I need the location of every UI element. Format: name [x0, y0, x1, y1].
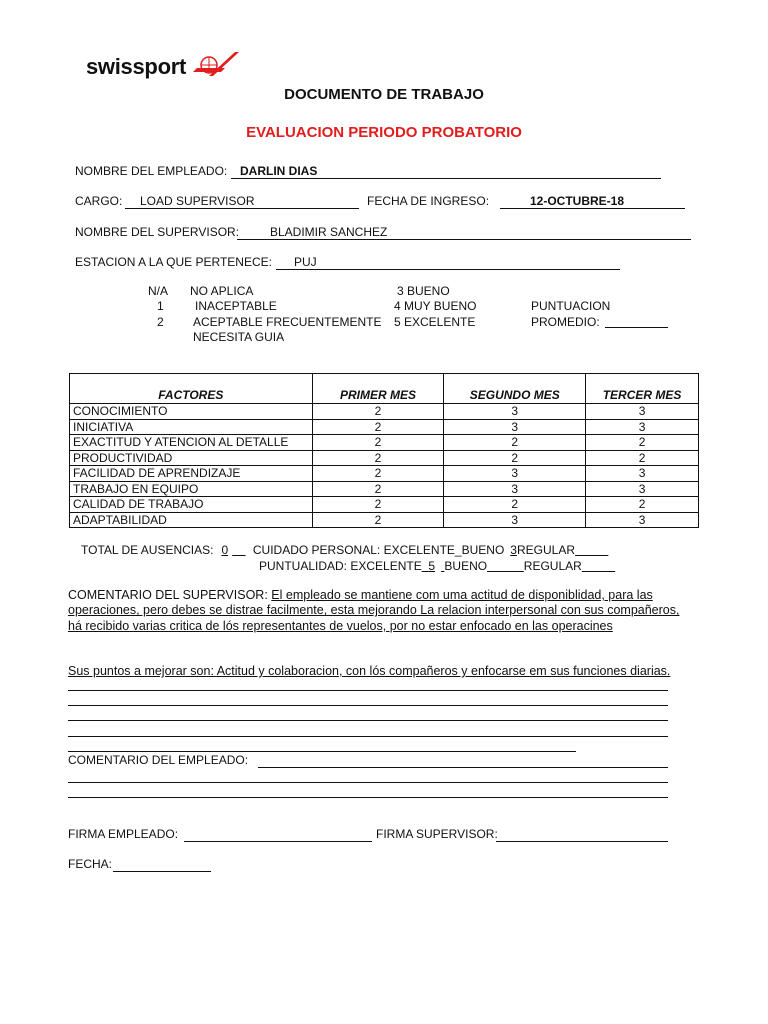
- header-factores: FACTORES: [70, 374, 313, 404]
- puntuacion-label: PUNTUACION: [531, 299, 611, 313]
- score-month-1[interactable]: 2: [312, 419, 444, 435]
- blank-line: [68, 690, 668, 691]
- puntualidad-line: [259, 559, 615, 573]
- score-month-3[interactable]: 2: [586, 497, 699, 513]
- factor-name: INICIATIVA: [70, 419, 313, 435]
- logo-text: swissport: [86, 53, 186, 79]
- score-month-3[interactable]: 3: [586, 466, 699, 482]
- promedio-label: PROMEDIO:: [531, 315, 600, 329]
- score-month-2[interactable]: 3: [444, 481, 586, 497]
- employee-comment-line[interactable]: [258, 767, 668, 768]
- score-month-1[interactable]: 2: [312, 435, 444, 451]
- score-month-1[interactable]: 2: [312, 497, 444, 513]
- fecha-line[interactable]: [113, 871, 211, 872]
- score-month-3[interactable]: 3: [586, 512, 699, 528]
- score-month-1[interactable]: 2: [312, 481, 444, 497]
- improvement-text[interactable]: Sus puntos a mejorar son: Actitud y colaboracion, con lós compañeros y enfocarse em sus funciones diarias.: [68, 664, 671, 678]
- bueno-label: BUENO: [444, 559, 488, 573]
- blank-line: [68, 705, 668, 706]
- score-month-2[interactable]: 2: [444, 435, 586, 451]
- regular-label-1: REGULAR: [516, 543, 575, 557]
- ingreso-underline: [500, 208, 685, 209]
- supervisor-comment-text[interactable]: El empleado se mantiene com uma actitud de disponiblidad, para las operaciones, pero debes se distrae facilmente, esta mejorando La relacion interpersonal con sus compañeros, há recibido varias critica de lós representantes de vuelos, por no estar enfocado en las operacines: [68, 588, 680, 633]
- factor-name: CONOCIMIENTO: [70, 404, 313, 420]
- legend-2-text: ACEPTABLE FRECUENTEMENTE: [193, 315, 382, 329]
- header-tercer-mes: TERCER MES: [586, 374, 699, 404]
- promedio-underline: [605, 327, 668, 328]
- puntualidad-label: PUNTUALIDAD: EXCELENTE: [259, 559, 422, 573]
- station-underline: [276, 269, 620, 270]
- score-month-2[interactable]: 2: [444, 450, 586, 466]
- swissport-logo: [86, 50, 239, 78]
- supervisor-comment-label: COMENTARIO DEL SUPERVISOR:: [68, 588, 268, 602]
- employee-comment-label: COMENTARIO DEL EMPLEADO:: [68, 753, 249, 767]
- employee-value[interactable]: DARLIN DIAS: [240, 164, 318, 178]
- factor-name: CALIDAD DE TRABAJO: [70, 497, 313, 513]
- legend-2-text2: NECESITA GUIA: [193, 330, 285, 344]
- ausencias-line: TOTAL DE AUSENCIAS: 0 CUIDADO PERSONAL: EXCELENTE_BUENO 3REGULAR: [81, 543, 575, 557]
- regular-label-2: REGULAR: [523, 559, 582, 573]
- firma-empleado-line[interactable]: [184, 841, 372, 842]
- cargo-value[interactable]: LOAD SUPERVISOR: [140, 194, 255, 208]
- cargo-underline: [125, 208, 359, 209]
- fecha-label: FECHA:: [68, 857, 113, 871]
- puntualidad-value[interactable]: 5: [428, 559, 436, 573]
- supervisor-underline: [237, 239, 691, 240]
- ingreso-value[interactable]: 12-OCTUBRE-18: [530, 194, 625, 208]
- firma-empleado-label: FIRMA EMPLEADO:: [68, 827, 179, 841]
- score-month-1[interactable]: 2: [312, 404, 444, 420]
- blank-line: [68, 720, 668, 721]
- swissport-mark-icon: [187, 50, 239, 83]
- legend-1-text: INACEPTABLE: [195, 299, 277, 313]
- ausencias-label: TOTAL DE AUSENCIAS: [81, 543, 211, 557]
- score-month-2[interactable]: 3: [444, 512, 586, 528]
- factors-table: [69, 373, 699, 528]
- score-month-1[interactable]: 2: [312, 466, 444, 482]
- cuidado-value[interactable]: 3: [510, 543, 517, 557]
- score-month-3[interactable]: 3: [586, 481, 699, 497]
- factor-name: PRODUCTIVIDAD: [70, 450, 313, 466]
- legend-1-code: 1: [157, 299, 164, 313]
- legend-5: 5 EXCELENTE: [394, 315, 476, 329]
- score-month-3[interactable]: 3: [586, 419, 699, 435]
- score-month-3[interactable]: 2: [586, 435, 699, 451]
- factor-name: TRABAJO EN EQUIPO: [70, 481, 313, 497]
- blank-line: [68, 736, 668, 737]
- ingreso-label: FECHA DE INGRESO:: [367, 194, 490, 208]
- header-primer-mes: PRIMER MES: [312, 374, 444, 404]
- factor-name: FACILIDAD DE APRENDIZAJE: [70, 466, 313, 482]
- score-month-2[interactable]: 3: [444, 419, 586, 435]
- evaluation-title: EVALUACION PERIODO PROBATORIO: [246, 124, 522, 141]
- supervisor-label: NOMBRE DEL SUPERVISOR:: [75, 225, 240, 239]
- score-month-3[interactable]: 3: [586, 404, 699, 420]
- score-month-2[interactable]: 3: [444, 466, 586, 482]
- legend-na-code: N/A: [148, 284, 169, 298]
- station-label: ESTACION A LA QUE PERTENECE:: [75, 255, 272, 269]
- station-value[interactable]: PUJ: [294, 255, 317, 269]
- table-row: [70, 450, 699, 466]
- blank-line: [68, 751, 576, 752]
- legend-2-code: 2: [157, 315, 164, 329]
- table-row: [70, 512, 699, 528]
- firma-supervisor-line[interactable]: [496, 841, 668, 842]
- blank-line: [68, 782, 668, 783]
- table-row: [70, 419, 699, 435]
- factor-name: ADAPTABILIDAD: [70, 512, 313, 528]
- ausencias-value[interactable]: 0: [221, 543, 229, 557]
- employee-underline: [231, 178, 661, 179]
- table-row: [70, 466, 699, 482]
- legend-3: 3 BUENO: [397, 284, 450, 298]
- blank-line: [68, 797, 668, 798]
- legend-na-text: NO APLICA: [190, 284, 254, 298]
- score-month-2[interactable]: 3: [444, 404, 586, 420]
- cargo-label: CARGO:: [75, 194, 123, 208]
- cuidado-label: CUIDADO PERSONAL: EXCELENTE_BUENO: [252, 543, 505, 557]
- header-segundo-mes: SEGUNDO MES: [444, 374, 586, 404]
- table-header-row: [70, 374, 699, 404]
- score-month-1[interactable]: 2: [312, 450, 444, 466]
- supervisor-comment: [68, 588, 690, 634]
- table-row: [70, 404, 699, 420]
- score-month-1[interactable]: 2: [312, 512, 444, 528]
- score-month-2[interactable]: 2: [444, 497, 586, 513]
- firma-supervisor-label: FIRMA SUPERVISOR:: [376, 827, 498, 841]
- table-row: [70, 481, 699, 497]
- factor-name: EXACTITUD Y ATENCION AL DETALLE: [70, 435, 313, 451]
- employee-label: NOMBRE DEL EMPLEADO:: [75, 164, 228, 178]
- document-title: DOCUMENTO DE TRABAJO: [284, 86, 484, 103]
- table-row: [70, 497, 699, 513]
- legend-4: 4 MUY BUENO: [394, 299, 477, 313]
- score-month-3[interactable]: 2: [586, 450, 699, 466]
- table-row: [70, 435, 699, 451]
- supervisor-value[interactable]: BLADIMIR SANCHEZ: [270, 225, 388, 239]
